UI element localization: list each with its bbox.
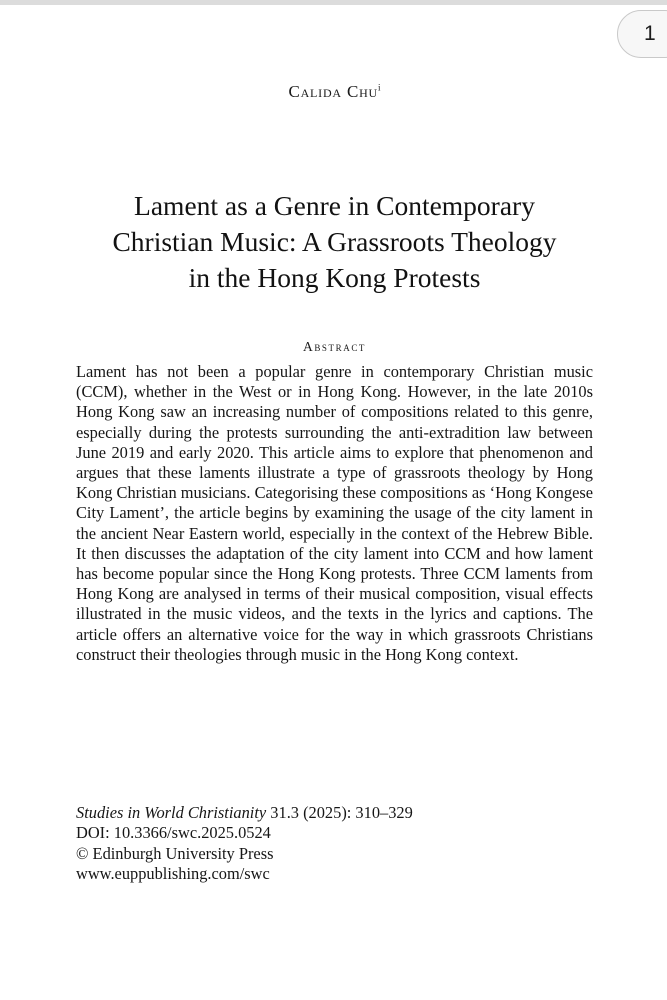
journal-volume-pages: 31.3 (2025): 310–329 [270,803,413,822]
citation-website: www.euppublishing.com/swc [76,864,270,884]
author-name: Calida Chu [288,82,379,101]
article-title [76,188,593,296]
title-line-3: in the Hong Kong Protests [188,262,481,293]
citation-copyright: © Edinburgh University Press [76,843,274,863]
page-number-label: 1 [644,22,656,45]
author-byline [76,82,593,102]
abstract-heading: Abstract [302,339,367,354]
journal-title: Studies in World Christianity [76,803,267,822]
citation-doi: DOI: 10.3366/swc.2025.0524 [76,823,271,843]
abstract-body: Lament has not been a popular genre in contemporary Christian music (CCM), whether in the West or in Hong Kong. However, in the late 2010s Hong Kong saw an increasing number of compositions related to this genre, especially during the protests surrounding the anti-extradition law between June 2019 and early 2020. This article aims to explore that phenomenon and argues that these laments illustrate a type of grassroots theology by Hong Kong Christian musicians. Categorising these compositions as ‘Hong Kongese City Lament’, the article begins by examining the usage of the city lament in the ancient Near Eastern world, especially in the context of the Hebrew Bible. It then discusses the adaptation of the city lament into CCM and how lament has become popular since the Hong Kong protests. Three CCM laments from Hong Kong are analysed in terms of their musical composition, visual effects illustrated in the music videos, and the texts in the lyrics and captions. The article offers an alternative voice for the way in which grassroots Christians construct their theologies through music in the Hong Kong context. [76,362,593,664]
citation-journal-line [76,803,593,823]
title-line-1: Lament as a Genre in Contemporary [134,190,535,221]
title-line-2: Christian Music: A Grassroots Theology [112,226,557,257]
citation-block [76,803,593,885]
author-note-marker: i [378,82,381,93]
page-number-badge [617,10,667,58]
